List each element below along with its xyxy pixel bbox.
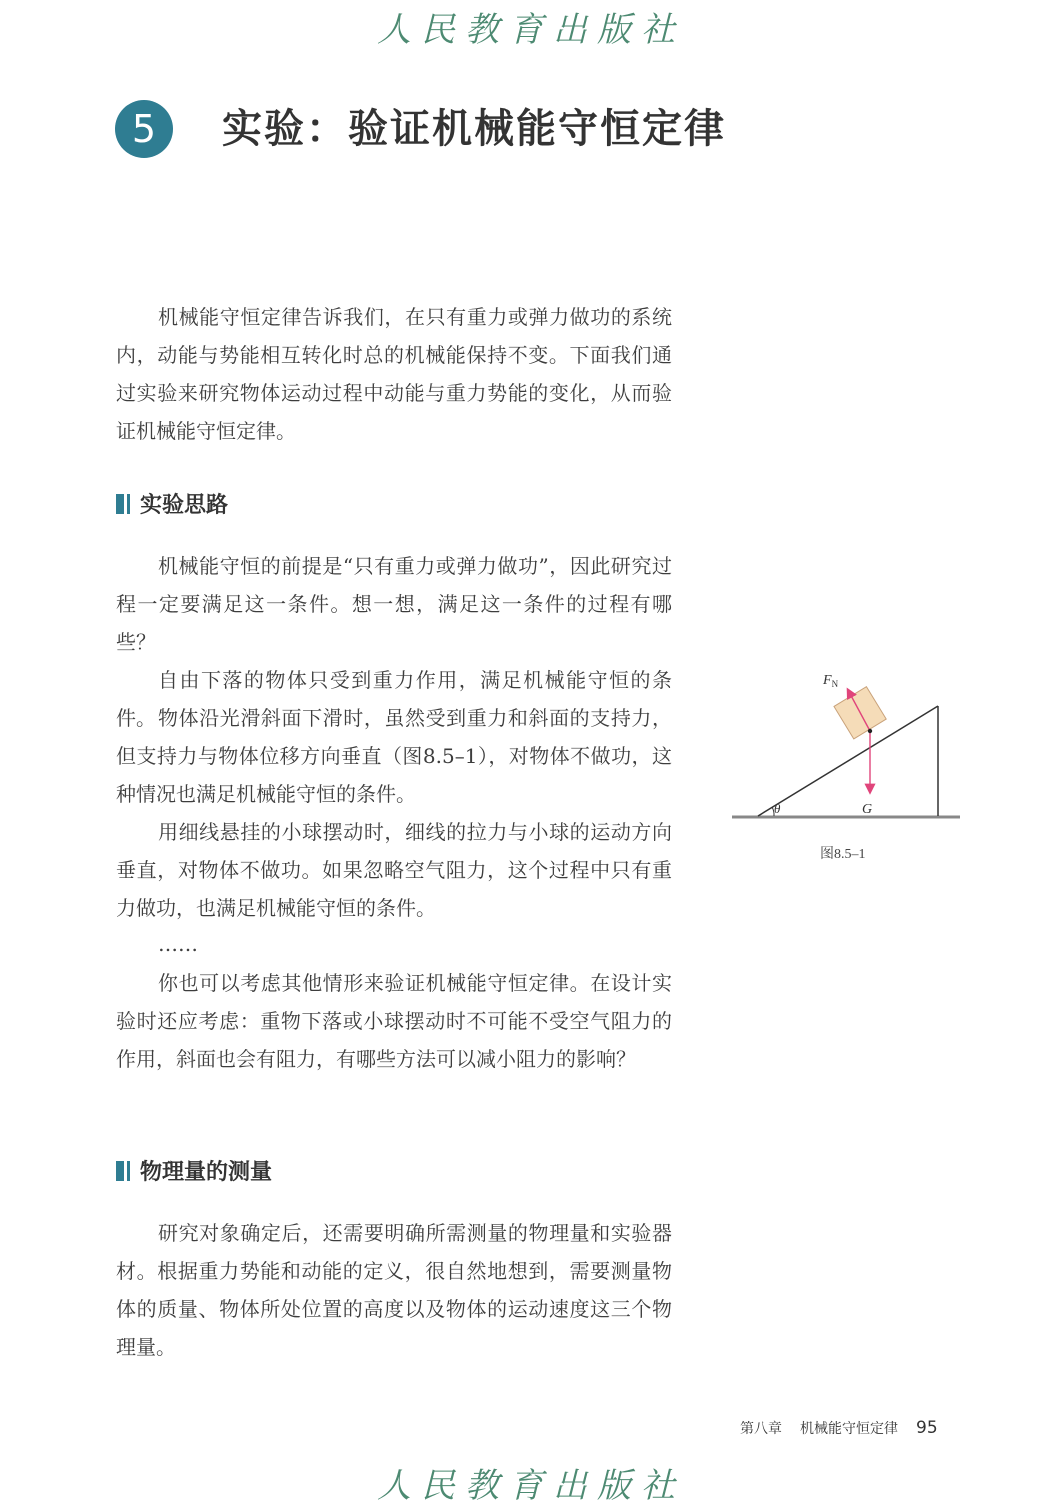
- center-of-mass-dot: [868, 729, 872, 733]
- publisher-watermark-bottom: 人民教育出版社: [377, 1466, 685, 1506]
- figure-caption: 图8.5–1: [820, 847, 866, 862]
- measure-paragraph-1: 研究对象确定后，还需要明确所需测量的物理量和实验器材。根据重力势能和动能的定义，很自然地想到，需要测量物体的质量、物体所处位置的高度以及物体的运动速度这三个物理量。: [116, 1221, 672, 1359]
- idea-paragraph-5: 你也可以考虑其他情形来验证机械能守恒定律。在设计实验时还应考虑：重物下落或小球摆动时不可能不受空气阻力的作用，斜面也会有阻力，有哪些方法可以减小阻力的影响？: [116, 971, 672, 1071]
- heading-measurement: [116, 1155, 272, 1186]
- ellipsis-line: ……: [158, 932, 198, 956]
- intro-paragraph: 机械能守恒定律告诉我们，在只有重力或弹力做功的系统内，动能与势能相互转化时总的机械能保持不变。下面我们通过实验来研究物体运动过程中动能与重力势能的变化，从而验证机械能守恒定律。: [116, 305, 672, 443]
- heading-experiment-idea: [116, 488, 228, 519]
- footer-chapter-title: 机械能守恒定律: [800, 1421, 898, 1437]
- heading-bar-icon: [116, 494, 130, 514]
- publisher-watermark-top: 人民教育出版社: [377, 10, 685, 50]
- heading-label: 物理量的测量: [140, 1160, 273, 1185]
- page-title: 实验：验证机械能守恒定律: [222, 105, 726, 152]
- footer-chapter: 第八章: [740, 1421, 782, 1437]
- idea-paragraph-4: 用细线悬挂的小球摆动时，细线的拉力与小球的运动方向垂直，对物体不做功。如果忽略空气阻力，这个过程中只有重力做功，也满足机械能守恒的条件。: [116, 820, 672, 920]
- section-number-badge: 5: [115, 100, 173, 158]
- idea-paragraph-3: 物体沿光滑斜面下滑时，虽然受到重力和斜面的支持力，但支持力与物体位移方向垂直（图8.5–1），对物体不做功，这种情况也满足机械能守恒的条件。: [116, 706, 672, 806]
- fn-label: $F_N$: [823, 673, 839, 689]
- incline-force-diagram: [728, 660, 968, 835]
- page-footer: [740, 1418, 938, 1438]
- theta-label: θ: [774, 801, 781, 816]
- idea-paragraph-1: 机械能守恒的前提是“只有重力或弹力做功”，因此研究过程一定要满足这一条件。想一想，满足这一条件的过程有哪些？: [116, 554, 672, 654]
- heading-label: 实验思路: [140, 493, 229, 518]
- idea-paragraph-2: 自由下落的物体只受到重力作用，满足机械能守恒的条件。: [116, 668, 672, 730]
- g-label: G: [862, 802, 873, 817]
- page-number: 95: [916, 1418, 938, 1438]
- heading-bar-icon: [116, 1161, 130, 1181]
